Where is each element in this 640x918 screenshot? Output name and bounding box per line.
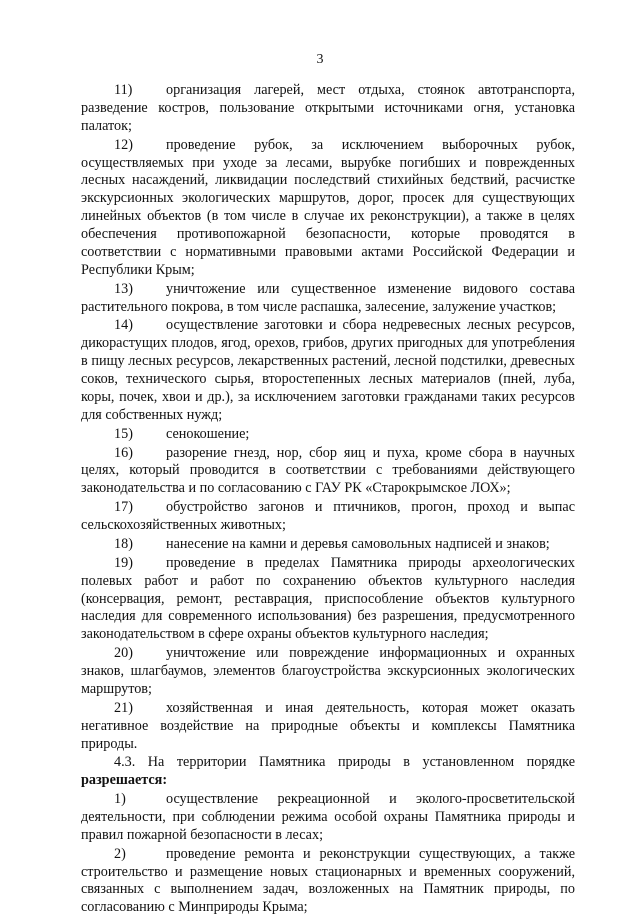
list-item-text: обустройство загонов и птичников, прогон, проход и выпас сельскохозяйственных животных; bbox=[81, 499, 575, 534]
section-4-3-heading bbox=[81, 754, 575, 790]
list-item-number: 16) bbox=[114, 444, 133, 461]
list-item bbox=[81, 791, 575, 845]
list-item-number: 15) bbox=[114, 425, 133, 442]
list-item bbox=[81, 137, 575, 280]
list-item-number: 17) bbox=[114, 499, 133, 516]
list-item-number: 1) bbox=[114, 791, 126, 808]
list-item-text: организация лагерей, мест отдыха, стоянок автотранспорта, разведение костров, пользование открытыми источниками огня, установка палаток; bbox=[81, 82, 575, 134]
list-item bbox=[81, 499, 575, 535]
list-item-number: 13) bbox=[114, 280, 133, 297]
list-item-text: осуществление заготовки и сбора недревесных лесных ресурсов, дикорастущих плодов, ягод, орехов, грибов, других пригодных для употребления в пищу лесных ресурсов, лекарственных растений, лесной подстилки, древесных соков, технического сырья, второстепенных лесных материалов (пней, луба, коры, почек, хвои и др.), за исключением заготовки гражданами таких ресурсов для собственных нужд; bbox=[81, 317, 575, 423]
list-item-text: уничтожение или повреждение информационных и охранных знаков, шлагбаумов, элементов благоустройства экскурсионных экологических маршрутов; bbox=[81, 645, 575, 697]
document-body bbox=[81, 82, 575, 918]
allowed-activities-list bbox=[81, 791, 575, 917]
list-item bbox=[81, 700, 575, 754]
list-item-number: 21) bbox=[114, 699, 133, 716]
list-item-number: 18) bbox=[114, 535, 133, 552]
list-item-text: проведение в пределах Памятника природы археологических полевых работ и работ по сохранению объектов культурного наследия (консервация, ремонт, реставрация, приспособление объектов культурного наследия для современного использования) без разрешения, предусмотренного законодательством в сфере охраны объектов культурного наследия; bbox=[81, 554, 575, 643]
list-item-text: проведение рубок, за исключением выборочных рубок, осуществляемых при уходе за лесами, вырубке погибших и поврежденных лесных насаждений, ликвидации последствий стихийных бедствий, расчистке экскурсионных экологических маршрутов, дорог, просек для существующих линейных объектов (в том числе в случае их реконструкции), а также в целях обеспечения противопожарной безопасности, которые проводятся в соответствии с нормативными правовыми актами Российской Федерации и Республики Крым; bbox=[81, 136, 575, 278]
section-4-3-text: 4.3. На территории Памятника природы в установленном порядке bbox=[114, 754, 575, 771]
section-4-3-bold: разрешается: bbox=[81, 772, 168, 789]
list-item bbox=[81, 281, 575, 317]
list-item bbox=[81, 536, 575, 554]
list-item bbox=[81, 555, 575, 645]
list-item bbox=[81, 445, 575, 499]
list-item-number: 2) bbox=[114, 845, 126, 862]
list-item-text: хозяйственная и иная деятельность, которая может оказать негативное воздействие на природные объекты и комплексы Памятника природы. bbox=[81, 699, 575, 752]
list-item-number: 11) bbox=[114, 82, 133, 98]
list-item-number: 14) bbox=[114, 317, 133, 334]
list-item-text: уничтожение или существенное изменение видового состава растительного покрова, в том числе распашка, залесение, залужение участков; bbox=[81, 280, 575, 315]
list-item-text: нанесение на камни и деревья самовольных надписей и знаков; bbox=[166, 535, 550, 552]
list-item bbox=[81, 846, 575, 918]
list-item-text: осуществление рекреационной и эколого-просветительской деятельности, при соблюдении режима особой охраны Памятника природы и правил пожарной безопасности в лесах; bbox=[81, 791, 575, 843]
list-item bbox=[81, 426, 575, 444]
page-number: 3 bbox=[316, 52, 324, 67]
list-item-text: проведение ремонта и реконструкции существующих, а также строительство и размещение новых стационарных и временных сооружений, связанных с выполнением задач, возложенных на Памятник природы, по согласованию с Минприроды Крыма; bbox=[81, 845, 575, 916]
list-item bbox=[81, 645, 575, 699]
list-item-number: 20) bbox=[114, 645, 133, 662]
list-item-text: разорение гнезд, нор, сбор яиц и пуха, кроме сбора в научных целях, который проводится в соответствии с требованиями действующего законодательства и по согласованию с ГАУ РК «Старокрымское ЛОХ»; bbox=[81, 444, 575, 497]
list-item-text: сенокошение; bbox=[166, 425, 250, 442]
list-item bbox=[81, 317, 575, 424]
list-item-number: 12) bbox=[114, 136, 133, 153]
list-item bbox=[81, 82, 575, 136]
prohibited-activities-list bbox=[81, 82, 575, 753]
list-item-number: 19) bbox=[114, 554, 133, 571]
